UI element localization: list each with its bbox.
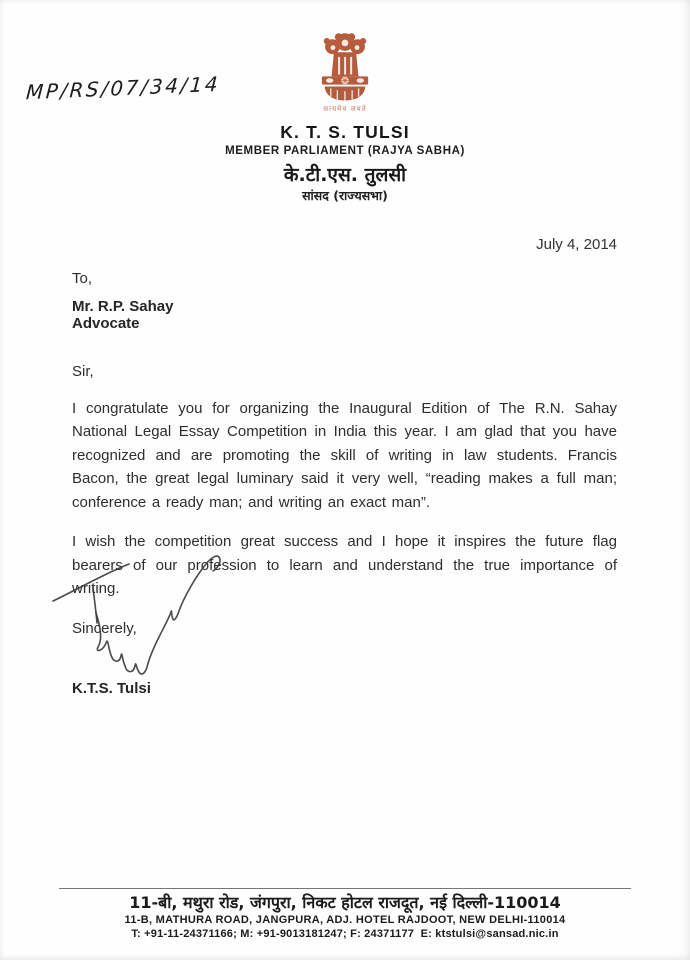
letterhead-title-english: MEMBER PARLIAMENT (RAJYA SABHA)	[225, 145, 465, 158]
body-paragraph-2: I wish the competition great success and I hope it inspires the future flag bearers of our profession to learn and understand the true importance of writing.	[72, 533, 617, 598]
footer-address-english: 11-B, MATHURA ROAD, JANGPURA, ADJ. HOTEL RAJDOOT, NEW DELHI-110014	[124, 914, 566, 926]
letter-date: July 4, 2014	[536, 236, 617, 253]
letter-body	[72, 270, 617, 698]
letterhead	[0, 30, 690, 204]
to-label: To,	[72, 270, 93, 287]
national-emblem-icon	[311, 30, 379, 106]
letterhead-title-hindi: सांसद (राज्यसभा)	[302, 188, 388, 204]
letterhead-name-english: K. T. S. TULSI	[280, 122, 410, 143]
footer-contact-line: T: +91-11-24371166; M: +91-9013181247; F: 24371177 E: ktstulsi@sansad.nic.in	[131, 928, 559, 940]
footer-divider	[59, 888, 631, 889]
footer-address-hindi: 11-बी, मथुरा रोड, जंगपुरा, निकट होटल राजदूत, नई दिल्ली-110014	[129, 893, 561, 912]
letterhead-footer	[0, 888, 690, 960]
signer-name: K.T.S. Tulsi	[72, 679, 151, 697]
salutation: Sir,	[72, 362, 94, 380]
letterhead-name-hindi: के.टी.एस. तुलसी	[283, 164, 407, 187]
handwritten-reference-number: MP/RS/07/34/14	[25, 71, 221, 105]
body-paragraph-1: I congratulate you for organizing the Inaugural Edition of The R.N. Sahay National Legal Essay Competition in India this year. I am glad that you have recognized and are promoting the skill of writing in law students. Francis Bacon, the great legal luminary said it very well, “reading makes a full man; conference a ready man; and writing an exact man”.	[72, 399, 617, 511]
recipient-title: Advocate	[72, 315, 140, 333]
closing: Sincerely,	[72, 619, 137, 637]
recipient-name: Mr. R.P. Sahay	[72, 298, 174, 315]
emblem-motto: सत्यमेव जयते	[323, 105, 367, 113]
